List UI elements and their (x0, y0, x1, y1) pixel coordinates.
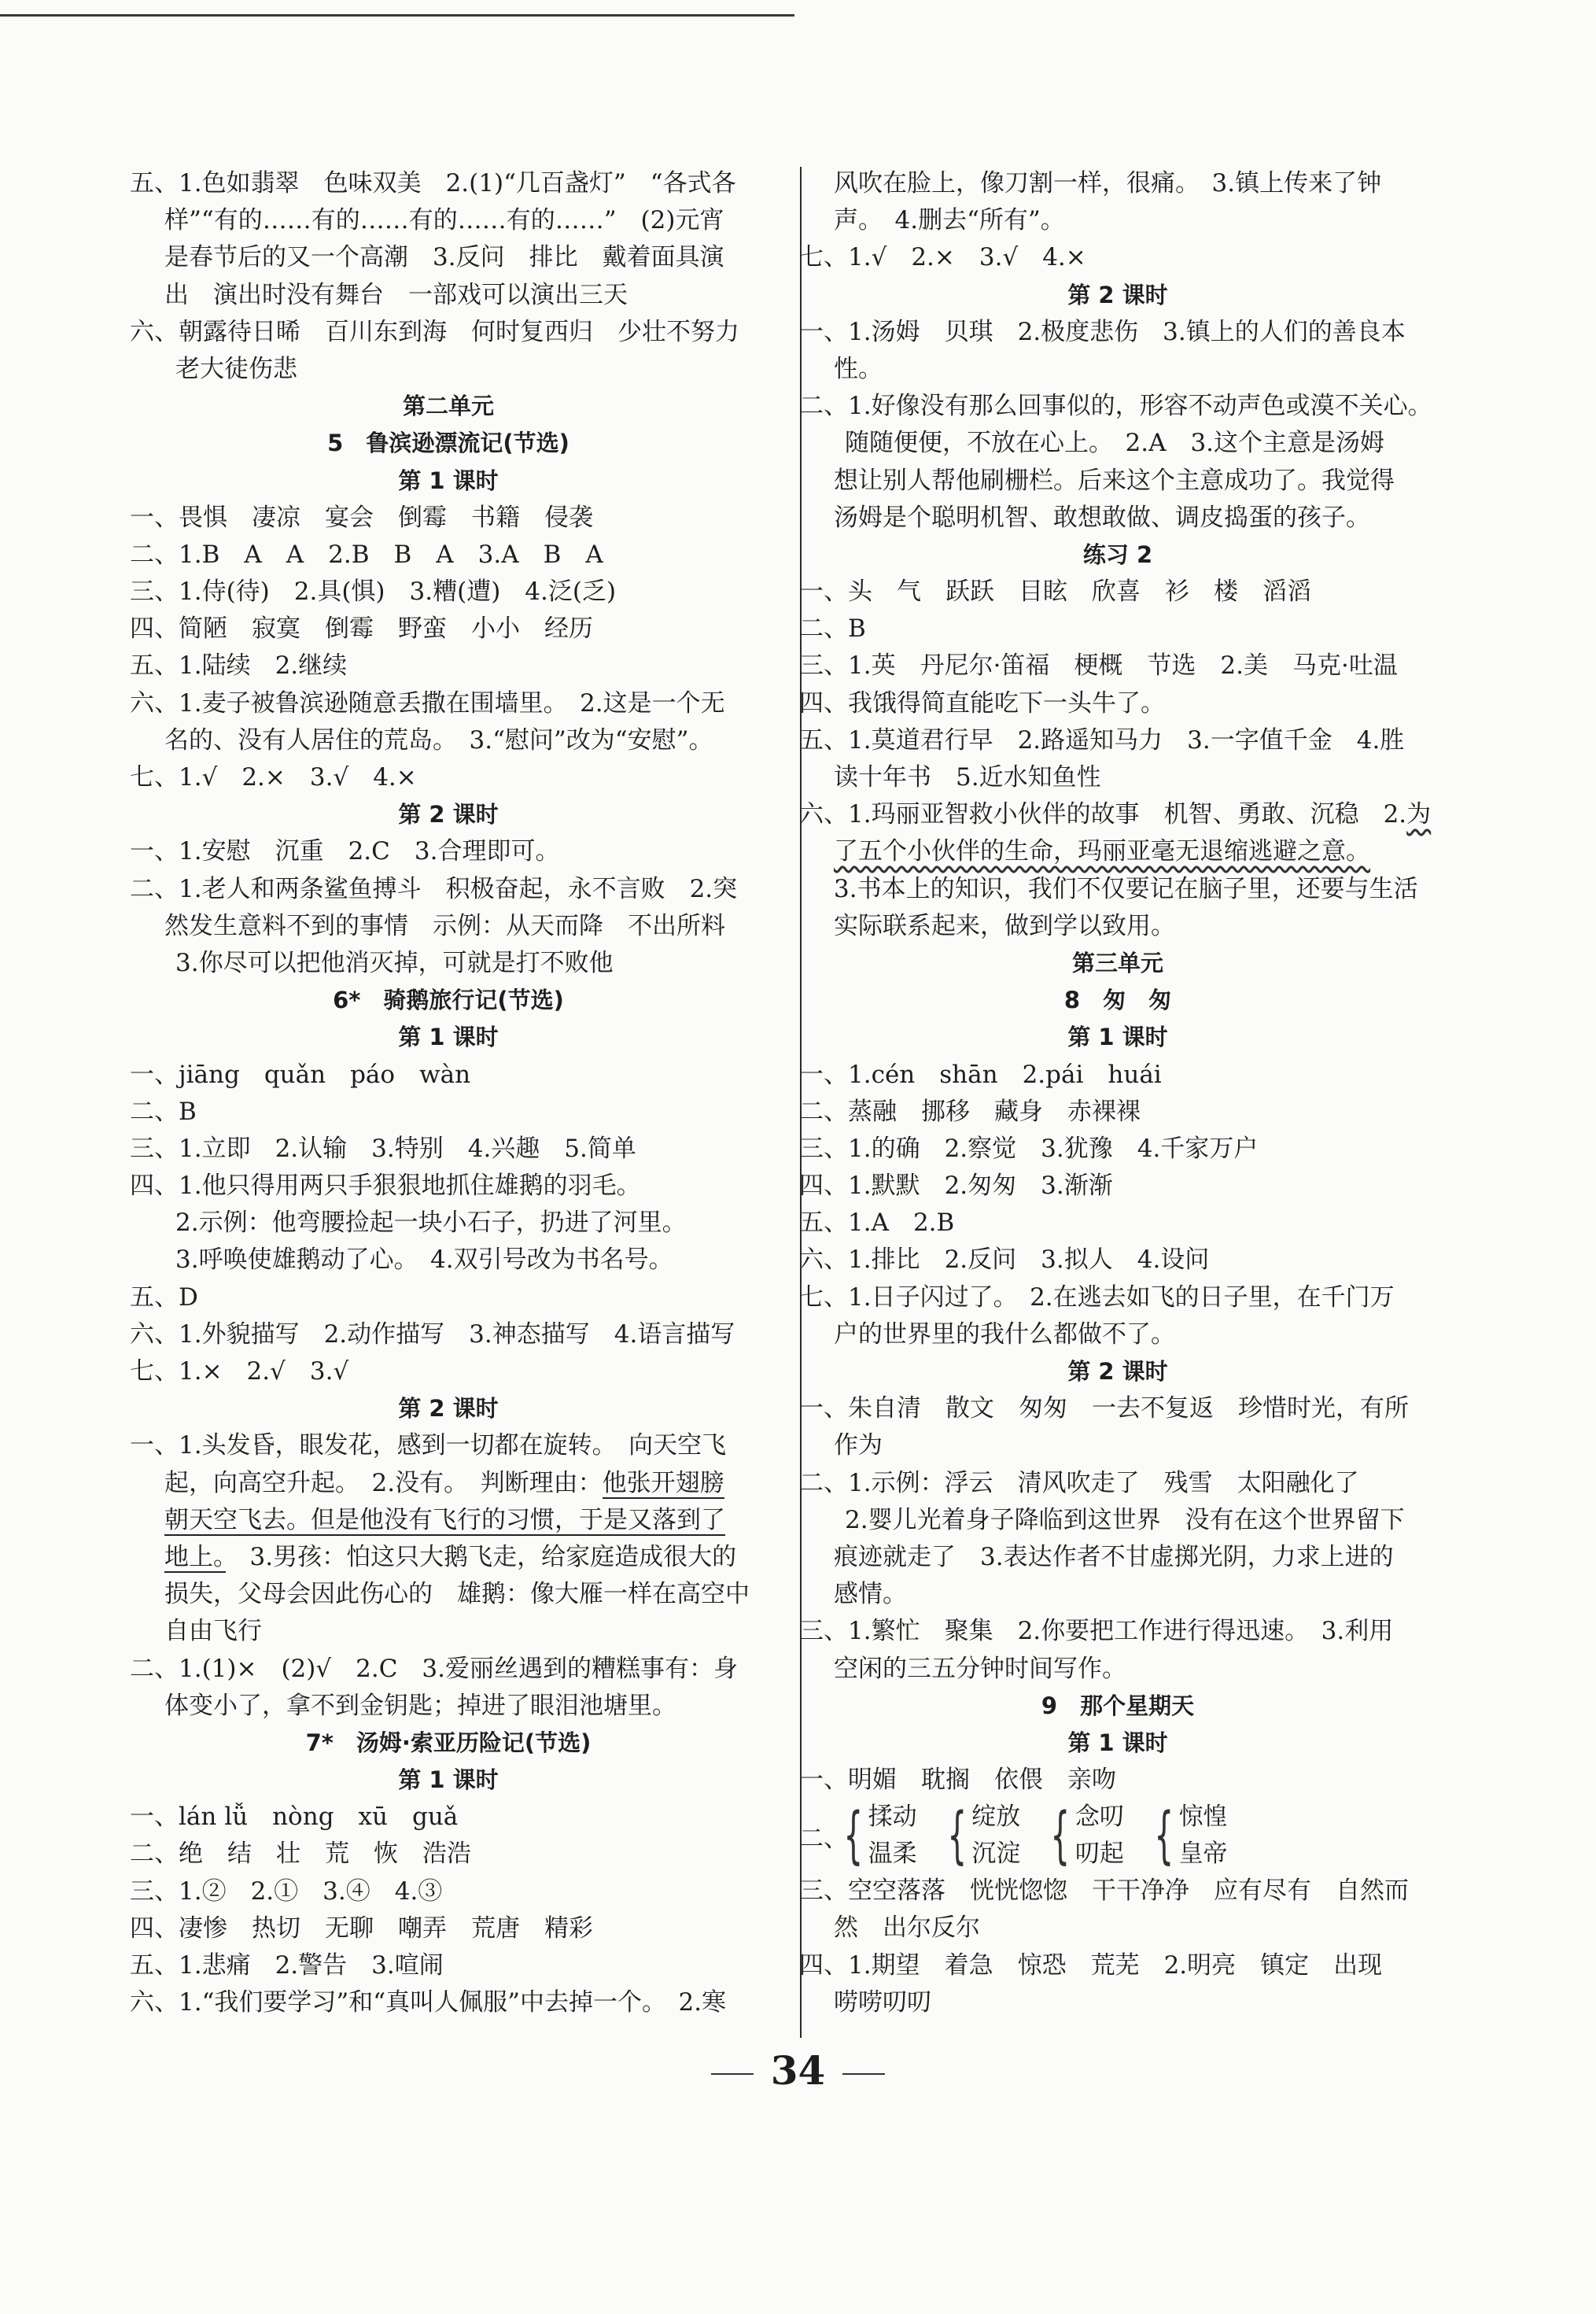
answer-line (799, 1465, 1436, 1502)
line-text: 第 2 课时 (398, 1395, 499, 1423)
brace-answer-row (799, 1799, 1436, 1873)
answer-line (130, 685, 767, 722)
line-text: 第 1 课时 (398, 467, 499, 494)
answer-line (130, 722, 767, 759)
line-text: 六、1.玛丽亚智救小伙伴的故事 机智、勇敢、沉稳 2. (799, 800, 1407, 829)
line-text: 三、1.英 丹尼尔·笛福 梗概 节选 2.美 马克·吐温 (799, 651, 1398, 681)
line-text: 一、1.头发昏，眼发花，感到一切都在旋转。 向天空飞 (130, 1431, 727, 1460)
line-text: 想让别人帮他刷栅栏。后来这个主意成功了。我觉得 (834, 466, 1395, 495)
brace-word-pair (938, 1799, 1021, 1873)
brace-symbol: { (947, 1800, 967, 1872)
line-text: 空闲的三五分钟时间写作。 (834, 1654, 1126, 1683)
line-text: 性。 (834, 354, 883, 383)
line-text: 一、头 气 跃跃 目眩 欣喜 衫 楼 滔滔 (799, 578, 1311, 607)
line-text: 名的、没有人居住的荒岛。 3.“慰问”改为“安慰”。 (164, 725, 713, 755)
line-text: 五、1.陆续 2.继续 (130, 651, 348, 681)
answer-line (799, 574, 1436, 611)
line-text: 实际联系起来，做到学以致用。 (834, 911, 1175, 940)
section-heading (799, 1353, 1436, 1390)
page-number (0, 2047, 1596, 2094)
answer-line (799, 871, 1436, 908)
answer-line (799, 1947, 1436, 1984)
answer-line (799, 500, 1436, 537)
answer-line (799, 759, 1436, 796)
answer-line (799, 648, 1436, 685)
answer-line (799, 351, 1436, 388)
section-heading (130, 1390, 767, 1427)
section-heading (130, 982, 767, 1019)
line-text: 五、1.悲痛 2.警告 3.喧闹 (130, 1951, 444, 1980)
line-text: 6* 骑鹅旅行记(节选) (333, 987, 564, 1014)
line-text: 三、1.侍(待) 2.具(惧) 3.糟(遭) 4.泛(乏) (130, 578, 617, 607)
answer-line (130, 1576, 767, 1613)
answer-line (130, 202, 767, 239)
section-heading (130, 1019, 767, 1056)
answer-line (130, 759, 767, 796)
section-heading (130, 388, 767, 425)
brace-word: 沉淀 (971, 1840, 1021, 1869)
line-text: 损失，父母会因此伤心的 雄鹅：像大雁一样在高空中 (164, 1580, 750, 1609)
line-text: 出 演出时没有舞台 一部戏可以演出三天 (164, 280, 628, 309)
brace-word: 叨起 (1074, 1840, 1124, 1869)
answer-line (799, 685, 1436, 722)
underlined-text: 朝天空飞去。但是他没有飞行的习惯，于是又落到了 (164, 1505, 725, 1534)
line-text: 七、1.日子闪过了。 2.在逃去如飞的日子里，在千门万 (799, 1282, 1395, 1312)
line-text: 随随便便，不放在心上。 2.A 3.这个主意是汤姆 (845, 429, 1385, 458)
answer-line (799, 1427, 1436, 1464)
page-number-value: 34 (770, 2047, 826, 2094)
answer-line (799, 1205, 1436, 1242)
line-text: 读十年书 5.近水知鱼性 (834, 763, 1101, 792)
line-text: 一、明媚 耽搁 依偎 亲吻 (799, 1766, 1116, 1795)
line-text: 自由飞行 (164, 1617, 262, 1646)
answer-line (130, 833, 767, 870)
line-text: 样”“有的……有的……有的……有的……” (2)元宵 (164, 206, 724, 235)
answer-line (130, 351, 767, 388)
section-heading (799, 1725, 1436, 1762)
answer-line (799, 1539, 1436, 1576)
brace-symbol: { (1154, 1800, 1174, 1872)
line-text: 第三单元 (1071, 949, 1163, 976)
line-text: 第 2 课时 (1067, 1358, 1168, 1385)
brace-word: 惊惶 (1178, 1803, 1228, 1832)
answer-line (799, 425, 1436, 462)
answer-line (799, 1651, 1436, 1688)
answer-line (130, 1168, 767, 1205)
line-text: 六、朝露待日晞 百川东到海 何时复西归 少壮不努力 (130, 317, 739, 346)
line-text: 二、蒸融 挪移 藏身 赤裸裸 (799, 1097, 1141, 1126)
answer-line (130, 574, 767, 611)
brace-word-pair (834, 1799, 917, 1873)
underlined-text: 地上。 (164, 1542, 226, 1571)
right-column (799, 165, 1436, 2021)
line-text: 五、1.色如翡翠 色味双美 2.(1)“几百盏灯” “各式各 (130, 169, 736, 197)
section-heading (799, 945, 1436, 982)
line-text: 六、1.排比 2.反问 3.拟人 4.设问 (799, 1246, 1210, 1275)
answer-line (799, 1762, 1436, 1799)
line-text: 七、1.√ 2.× 3.√ 4.× (799, 243, 1086, 272)
line-text: 一、1.汤姆 贝琪 2.极度悲伤 3.镇上的人们的善良本 (799, 317, 1406, 346)
answer-line (130, 1799, 767, 1836)
line-text: 二、B (130, 1097, 197, 1126)
line-text: 一、朱自清 散文 匆匆 一去不复返 珍惜时光，有所 (799, 1394, 1409, 1423)
line-text: 声。 4.删去“所有”。 (834, 206, 1065, 235)
line-text: 然 出尔反尔 (834, 1914, 980, 1943)
answer-line (799, 908, 1436, 945)
line-text: 四、我饿得简直能吃下一头牛了。 (799, 688, 1165, 718)
line-text: 3.呼唤使雄鹅动了心。 4.双引号改为书名号。 (175, 1246, 673, 1275)
answer-line (799, 722, 1436, 759)
brace-word-pair (1041, 1799, 1124, 1873)
line-text: 是春节后的又一个高潮 3.反问 排比 戴着面具演 (164, 243, 724, 272)
line-text: 然发生意料不到的事情 示例：从天而降 不出所料 (164, 911, 725, 940)
brace-word: 温柔 (868, 1840, 917, 1869)
answer-line (130, 1465, 767, 1502)
line-text: 老大徒伤悲 (175, 354, 297, 383)
line-text: 三、1.的确 2.察觉 3.犹豫 4.千家万户 (799, 1134, 1259, 1163)
line-text: 痕迹就走了 3.表达作者不甘虚掷光阴，力求上进的 (834, 1542, 1394, 1571)
line-text: 5 鲁滨逊漂流记(节选) (327, 430, 569, 457)
section-heading (130, 1762, 767, 1799)
answer-line (130, 1836, 767, 1873)
answer-line (799, 1613, 1436, 1650)
answer-line (799, 239, 1436, 276)
answer-line (799, 1502, 1436, 1539)
answer-line (130, 1057, 767, 1094)
line-text: 二、1.好像没有那么回事似的，形容不动声色或漠不关心。 (799, 392, 1432, 421)
line-text: 第 1 课时 (1067, 1024, 1168, 1051)
answer-line (799, 1576, 1436, 1613)
answer-line (799, 388, 1436, 425)
line-text: 六、1.麦子被鲁滨逊随意丢撒在围墙里。 2.这是一个无 (130, 688, 725, 718)
line-text: 作为 (834, 1431, 883, 1460)
answer-line (799, 202, 1436, 239)
answer-line (130, 1613, 767, 1650)
line-text: 三、1.② 2.① 3.④ 4.③ (130, 1877, 443, 1906)
line-text: 汤姆是个聪明机智、敢想敢做、调皮捣蛋的孩子。 (834, 503, 1370, 532)
answer-line (130, 1984, 767, 2021)
answer-line (130, 1279, 767, 1316)
answer-line (130, 648, 767, 685)
answer-line (799, 1057, 1436, 1094)
line-text: 感情。 (834, 1580, 907, 1609)
answer-line (130, 1131, 767, 1168)
answer-line (799, 1279, 1436, 1316)
line-text: 五、D (130, 1282, 198, 1312)
line-text: 体变小了，拿不到金钥匙；掉进了眼泪池塘里。 (164, 1691, 676, 1720)
top-rule (0, 14, 794, 17)
answer-line (130, 239, 767, 276)
answer-line (130, 1242, 767, 1279)
line-text: 七、1.× 2.√ 3.√ (130, 1357, 349, 1386)
line-text: 户的世界里的我什么都做不了。 (834, 1319, 1175, 1349)
line-text: 三、空空落落 恍恍惚惚 干干净净 应有尽有 自然而 (799, 1877, 1409, 1906)
line-text: 一、jiāng quǎn páo wàn (130, 1060, 471, 1089)
answer-line (130, 908, 767, 945)
section-heading (130, 1725, 767, 1762)
line-text: 五、1.莫道君行早 2.路遥知马力 3.一字值千金 4.胜 (799, 725, 1405, 755)
wavy-underlined-text: 了五个小伙伴的生命，玛丽亚毫无退缩逃避之意。 (834, 837, 1370, 866)
brace-symbol: { (843, 1800, 864, 1872)
line-text: 3.书本上的知识，我们不仅要记在脑子里，还要与生活 (834, 874, 1418, 903)
section-heading (799, 1019, 1436, 1056)
answer-line (130, 165, 767, 202)
answer-line (799, 165, 1436, 202)
answer-line (130, 1205, 767, 1242)
line-text: 第 1 课时 (1067, 1729, 1168, 1756)
line-text: 8 匆 匆 (1063, 987, 1172, 1014)
answer-line (799, 1984, 1436, 2021)
answer-line (130, 1427, 767, 1464)
line-text: 二、1.B A A 2.B B A 3.A B A (130, 540, 603, 569)
brace-word: 揉动 (868, 1803, 917, 1832)
answer-line (799, 611, 1436, 648)
line-text: 七、1.√ 2.× 3.√ 4.× (130, 763, 417, 792)
line-text: 三、1.立即 2.认输 3.特别 4.兴趣 5.简单 (130, 1134, 636, 1163)
brace-word: 绽放 (971, 1803, 1021, 1832)
brace-word: 念叨 (1074, 1803, 1124, 1832)
brace-word: 皇帝 (1178, 1840, 1228, 1869)
line-text: 第二单元 (402, 393, 494, 420)
line-text: 起，向高空升起。 2.没有。 判断理由： (164, 1468, 603, 1497)
answer-line (130, 1651, 767, 1688)
brace-row-label: 二、 (799, 1824, 848, 1853)
line-text: 二、绝 结 壮 荒 恢 浩浩 (130, 1840, 471, 1869)
brace-symbol: { (1050, 1800, 1071, 1872)
section-heading (799, 277, 1436, 314)
line-text: 一、1.安慰 沉重 2.C 3.合理即可。 (130, 837, 560, 866)
section-heading (130, 463, 767, 500)
page-number-dash-left (711, 2073, 754, 2075)
answer-line (130, 1910, 767, 1947)
line-text: 二、B (799, 614, 866, 644)
line-text: 二、1.示例：浮云 清风吹走了 残雪 太阳融化了 (799, 1468, 1359, 1497)
answer-line (799, 796, 1436, 833)
line-text: 练习 2 (1082, 541, 1153, 568)
line-text: 3.你尽可以把他消灭掉，可就是打不败他 (175, 948, 614, 977)
line-text: 一、lán lǚ nòng xū guǎ (130, 1803, 459, 1832)
line-text: 三、1.繁忙 聚集 2.你要把工作进行得迅速。 3.利用 (799, 1617, 1394, 1646)
page-number-dash-right (842, 2073, 885, 2075)
answer-line (130, 945, 767, 982)
brace-word-pair (1144, 1799, 1228, 1873)
line-text: 二、1.老人和两条鲨鱼搏斗 积极奋起，永不言败 2.突 (130, 874, 738, 903)
line-text: 第 1 课时 (398, 1766, 499, 1794)
answer-line (799, 833, 1436, 870)
answer-line (799, 1910, 1436, 1947)
line-text: 四、1.默默 2.匆匆 3.渐渐 (799, 1172, 1113, 1201)
answer-line (799, 463, 1436, 500)
answer-line (130, 611, 767, 648)
answer-line (130, 871, 767, 908)
answer-line (799, 1131, 1436, 1168)
answer-line (799, 1094, 1436, 1131)
section-heading (130, 796, 767, 833)
wavy-underlined-text: 为 (1406, 800, 1432, 829)
answer-line (799, 1873, 1436, 1910)
answer-line (130, 537, 767, 574)
answer-line (799, 1242, 1436, 1279)
answer-line (130, 1688, 767, 1725)
answer-line (130, 1502, 767, 1539)
answer-line (130, 1947, 767, 1984)
answer-line (799, 1316, 1436, 1353)
answer-line (130, 500, 767, 537)
line-text: 2.示例：他弯腰捡起一块小石子，扔进了河里。 (175, 1209, 687, 1238)
line-text: 四、凄惨 热切 无聊 嘲弄 荒唐 精彩 (130, 1914, 593, 1943)
line-text: 7* 汤姆·索亚历险记(节选) (305, 1729, 592, 1756)
answer-line (130, 1094, 767, 1131)
line-text: 六、1.“我们要学习”和“真叫人佩服”中去掉一个。 2.寒 (130, 1988, 727, 2017)
line-text: 风吹在脸上，像刀割一样，很痛。 3.镇上传来了钟 (834, 169, 1382, 197)
answer-line (130, 277, 767, 314)
line-text: 一、1.cén shān 2.pái huái (799, 1060, 1162, 1089)
underlined-text: 他张开翅膀 (602, 1468, 724, 1497)
answer-line (130, 1353, 767, 1390)
left-column (130, 165, 767, 2021)
line-text: 3.男孩：怕这只大鹅飞走，给家庭造成很大的 (225, 1542, 737, 1571)
line-text: 2.婴儿光着身子降临到这世界 没有在这个世界留下 (845, 1505, 1405, 1534)
section-heading (799, 537, 1436, 574)
line-text: 9 那个星期天 (1041, 1692, 1195, 1719)
section-heading (130, 425, 767, 462)
line-text: 四、简陋 寂寞 倒霉 野蛮 小小 经历 (130, 614, 593, 644)
answer-line (130, 1316, 767, 1353)
line-text: 四、1.期望 着急 惊恐 荒芜 2.明亮 镇定 出现 (799, 1950, 1383, 1980)
line-text: 第 2 课时 (1067, 281, 1168, 308)
answer-line (130, 314, 767, 351)
answer-line (799, 314, 1436, 351)
line-text: 二、1.(1)× (2)√ 2.C 3.爱丽丝遇到的糟糕事有：身 (130, 1654, 739, 1683)
line-text: 第 2 课时 (398, 801, 499, 829)
line-text: 一、畏惧 凄凉 宴会 倒霉 书籍 侵袭 (130, 503, 593, 532)
answer-line (799, 1168, 1436, 1205)
line-text: 四、1.他只得用两只手狠狠地抓住雄鹅的羽毛。 (130, 1172, 641, 1201)
section-heading (799, 982, 1436, 1019)
section-heading (799, 1688, 1436, 1725)
line-text: 五、1.A 2.B (799, 1209, 955, 1238)
line-text: 唠唠叨叨 (834, 1987, 931, 2017)
answer-line (130, 1873, 767, 1910)
answer-line (130, 1539, 767, 1576)
answer-line (799, 1390, 1436, 1427)
line-text: 六、1.外貌描写 2.动作描写 3.神态描写 4.语言描写 (130, 1319, 735, 1349)
line-text: 第 1 课时 (398, 1024, 499, 1051)
